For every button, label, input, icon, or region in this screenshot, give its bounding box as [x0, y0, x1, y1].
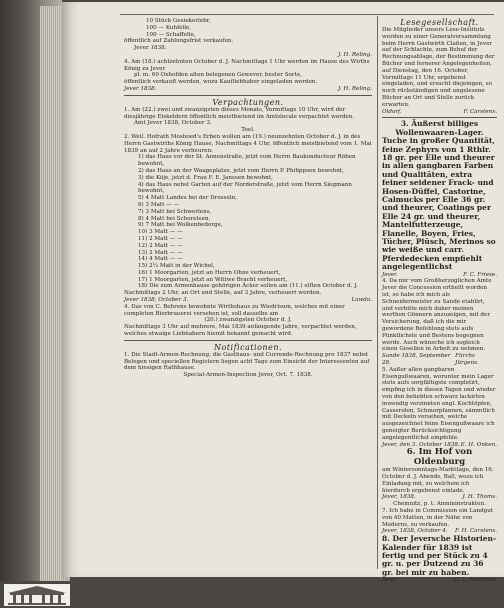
list-item: 8) 4 Matt bei Schoreleen,	[138, 215, 211, 222]
list-item: 4) das Haus nebst Garten auf der Norderstraße, jetzt vom Herrn Siegmann bewohnt,	[138, 181, 352, 195]
notice-a7: 7. Ich habe in Commission ein Landgut von 40 Matten, in der Nähe von Mederns, zu verkaufen.	[382, 507, 494, 528]
notice-lese: Die Mitglieder unsers Lese-Instituts werden zu einer Generalversammlung beim Herrn Gastwirth Claßen, in Jever auf der Schlachte, zum Behuf der Rechnungsablage, der Bestimmung der Bücher und fernerer Angelegenheiten, auf Dienstag, den 16. October, Vormittags 11 Uhr, ergebenst eingeladen, und ersucht diejenigen, so noch rückständigen und ungelesene Bücher an Ort und Stelle zurück erwarten.	[382, 27, 495, 108]
signature: J. H. Thoms.	[462, 494, 497, 501]
list-item: 2) das Haus an der Waageplatze, jetzt vom Herrn P. Philippsen bewohnt,	[138, 167, 344, 174]
sale-text: öffentlich auf Zahlungsfrist verkaufen.	[124, 38, 234, 45]
notice-a7-head: Chemnitz, p. t. Amnininstrakten.	[393, 501, 486, 508]
list-item: 9) 7 Matt bei Wolkenbedorge,	[138, 222, 223, 229]
item-line: 100 — Schaffelle,	[146, 31, 196, 38]
list-item: 6) 3 Matt — —	[138, 201, 180, 208]
section-heading-notificationen: Notificationen.	[213, 342, 283, 352]
notice-n1: 1. Die Stadt-Armen-Rechnung, die Gasthaus- und Currende-Rechnung pro 1837 nebst Belegen und speciellen Registern liegen acht Tage zum Einsicht der Interessenten auf dem hiesigen Rathhause.	[124, 351, 370, 372]
list-item: 17) 1 Moorgarten, jetzt an Wittwe Bracht verheuert,	[138, 276, 288, 283]
section-heading-lesegesellschaft: Lesegesellschaft.	[400, 18, 479, 27]
date-text: Sande 1838, September 28.	[382, 353, 451, 367]
library-logo	[4, 584, 70, 606]
list-item: 11) 2 Matt — —	[138, 235, 183, 242]
notice-v4: 4. Das von C. Behrens bewohnte Wirthshaus zu Wiedrisum, welches mit einer completen Bierbrauerei versehen ist, soll dasselbe am	[124, 303, 345, 317]
divider	[382, 117, 497, 118]
place-text: Jever.	[382, 271, 398, 278]
list-item: 18) Die zum Armenhause gehörigen Äcker sollen am (11.) elften October d. J.	[138, 283, 358, 290]
date-text: Jever 1838.	[134, 45, 167, 52]
ad-title-hof: 6. Im Hof von Oldenburg	[406, 447, 473, 467]
item-line: 100 — Kuhfelle,	[146, 24, 192, 31]
signature: Toel.	[241, 127, 255, 134]
list-item: 15) 2¼ Matt in der Wichel,	[138, 263, 215, 270]
date-text: Amt Jever 1838, October 3.	[134, 120, 212, 127]
list-item: 1) das Haus vor der St. Annenstraße, jetzt vom Herrn Baukonducteur Röben bewohnt,	[138, 154, 356, 168]
ad-kalender: 8. Der Jeversche Historien-Kalender für 1839 ist fertig und per Stück zu 4 gr. u. per Dutzend zu 36 gr. bei mir zu haben.	[382, 534, 497, 577]
signature: J. H. Reling.	[338, 85, 372, 92]
notice-18-sale: öffentlich verkauft werden, wozu Kaufliebhaber eingeladen werden.	[124, 79, 318, 86]
notice-v4-date: (20.) zwanzigsten October d. J.	[204, 317, 292, 324]
signature: J. H. Reling.	[338, 51, 372, 58]
list-item: 5) 4 Matt Landes bei der Drosseln,	[138, 195, 237, 202]
lease-list	[124, 154, 372, 290]
place-text: Jever, 1838.	[382, 494, 416, 501]
column-rule	[377, 16, 378, 569]
date-text: Jever 1838.	[124, 85, 157, 92]
notice-a6: am Wintersonntags-Markttage, den 16. October d. J. Abends, Ball, wozu ich Einladung mit, zu welchem ich hierdurch ergebenst einlade.	[382, 467, 494, 494]
divider	[124, 340, 372, 341]
notice-a4: 4. Da mir vom Großherzoglichen Amte Jever die Concession ertheilt worden ist, so habe ich mich als Schneidermeister zu Sande etablirt, und verbitte mich daher meinen werthen Gönnern anzuzeigen, mit der Versicherung, daß ich die mir gewordene Befehlung stets aufs Pünktlichste und Bestens begegnen werde. Auch wünsche ich sogleich einen Gesellen in Arbeit zu nehmen.	[382, 278, 492, 353]
divider	[124, 95, 372, 96]
newspaper-page	[62, 2, 504, 577]
signature: F. C. Friese.	[463, 271, 497, 278]
item-line: 10 Stück Gesiekerlebr,	[146, 18, 211, 24]
signature: F. H. Carstens.	[455, 528, 497, 535]
list-item: 14) 4 Matt — —	[138, 256, 183, 263]
section-heading-verpachtungen: Verpachtungen.	[212, 97, 284, 107]
list-item: 7) 3 Matt bei Schwerlens,	[138, 208, 212, 215]
date-text: Jever, den 3. October 1838.	[382, 441, 460, 448]
signature: F. Carstens.	[463, 108, 497, 115]
notice-18: 4. Am (18.) achtzehnten October d. J. Nachmittags 1 Uhr werden im Hause des Wirths König zu Jever	[124, 58, 370, 72]
right-column	[382, 18, 497, 596]
signature: E. H. Onken.	[460, 441, 497, 448]
date-text: Jever 1838, October 3.	[124, 297, 189, 304]
top-rule	[120, 14, 494, 15]
list-item: 12) 2 Matt — —	[138, 242, 183, 249]
signature: Special-Armen-Inspection Jever, Oct. 7. 1838.	[183, 372, 313, 379]
notice-v4-tail: Nachmittags 3 Uhr auf mehrere, Mai 1839 anfangende Jahre, verpachtet werden, welches etwaige Liebhabern hiemit bekannt gemacht wird.	[124, 324, 357, 338]
notice-v1: 1. Am (22.) zwei und zwanzigsten dieses Monats, Vormittags 10 Uhr, wird der diesjährige Eiskeldern öffentlich meistbietend im Amtslocale verpachtet werden.	[124, 106, 355, 120]
left-column	[124, 18, 372, 379]
notice-v2-tail: Nachmittags 2 Uhr, an Ort und Stelle, auf 3 Jahre, verheuert werden.	[124, 290, 322, 297]
signature: Lawda.	[351, 297, 372, 304]
ad-title-wollenwaaren: 3. Äußerst billiges Wollenwaaren-Lager.	[395, 119, 484, 137]
list-item: 10) 3 Matt — —	[138, 229, 183, 236]
list-item: 3) die Köje, jetzt d. Frau F. E. Janssen bewohnt,	[138, 174, 273, 181]
notice-18-goods: pl. m. 60 Oxhofden alten belegenen Gewever, bester Sorte,	[134, 72, 302, 79]
scan-bottom-strip	[0, 581, 504, 608]
notice-a5: 5. Außer allen gangbaren Eisengußwaaren, worunter mein Lager stets aufs sorgfältigste completirt, empfing ich in diesen Tagen und wieder von den beliebten schwarz lackirten inwendig verzinnten engl. Kochtöpfen, Casserolen, Schmorpfannen, sämmtlich mit Deckeln versehen, welche ausgezeichnet feine Eisengußwaare ich geneigter Berücksichtigung angelegentlichst empfehle.	[382, 366, 496, 441]
notice-v2: 2. Weil. Hofrath Moshoed's Erben wollen am (19.) neunzehnten October d. J. in des Herrn Gastwirths König Hause, Nachmittags 4 Uhr, öffentlich meistbietend vom 1. Mai 1839 an auf 2 Jahre verheuren:	[124, 133, 372, 154]
signature: Fürchs Jürgens.	[455, 353, 479, 367]
ad-body-wollenwaaren: Tuche in großer Quantität, feine Zephyrs von 1 Rthlr. 18 gr. per Elle und theurer in allen gangbaren Farben und Qualitäten, extra feiner seidener Frack- und Hosen-Düffel, Castorine, Calmucks per Elle 36 gr. und theurer, Coatings per Elle 24 gr. und theurer, Mantelfutterzeuge, Flanelle, Boyen, Fries, Tücher, Plüsch, Merinos so wie weiße und carr. Pferdedecken empfiehlt angelegentlichst	[382, 136, 496, 272]
place-text: Jever, 1838, October 4.	[382, 528, 448, 535]
list-item: 13) 2 Matt — —	[138, 249, 183, 256]
place-text: Oldorf.	[382, 108, 402, 115]
list-item: 16) 1 Moorgarten, jetzt an Herrn Ohne verheuert,	[138, 269, 281, 276]
